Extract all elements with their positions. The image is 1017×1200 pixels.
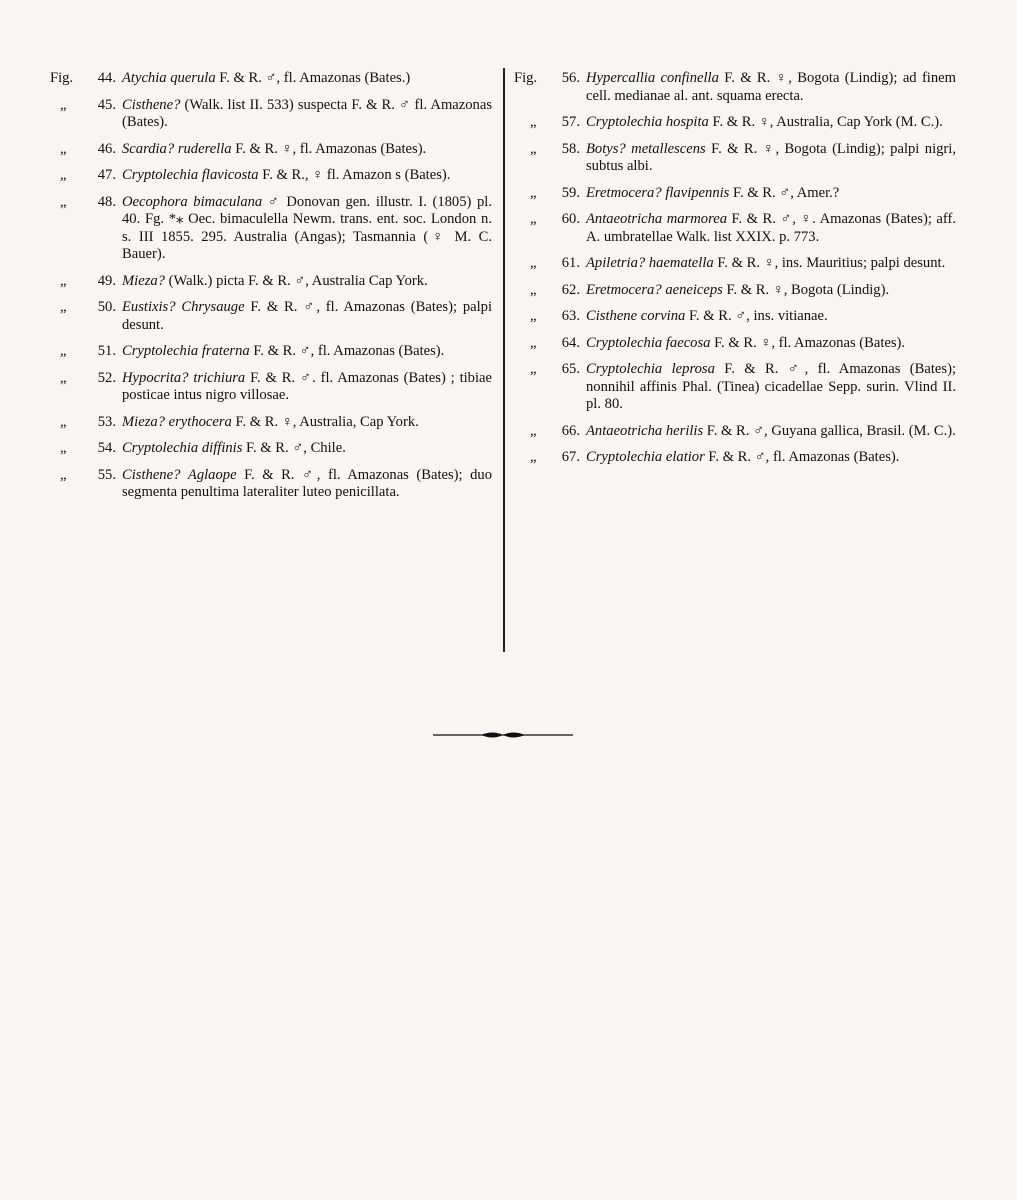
genus-name: Eretmocera?: [586, 184, 662, 201]
figure-prefix: „: [60, 96, 67, 113]
species-name: herilis: [665, 422, 704, 439]
genus-name: Cryptolechia: [586, 334, 663, 351]
species-name: Aglaope: [187, 466, 237, 483]
figure-index: 54.: [97, 440, 116, 456]
entry-details: F. & R. ♀, Australia, Cap York (M. C.).: [708, 114, 943, 130]
figure-prefix: „: [60, 466, 67, 483]
genus-name: Mieza?: [122, 272, 165, 289]
figure-index: 49.: [97, 272, 116, 289]
figure-index: 47.: [97, 167, 116, 183]
entry-text: [586, 211, 956, 246]
figure-index: 63.: [561, 308, 580, 324]
figure-number: [50, 141, 122, 159]
genus-name: Botys?: [586, 140, 626, 157]
species-name: marmorea: [666, 211, 727, 227]
figure-number: [514, 423, 586, 441]
column-divider: [503, 68, 505, 652]
entry-details: F. & R. ♂, fl. Amazonas (Bates).: [249, 343, 445, 359]
entry-details: F. & R. ♂, ins. vitianae.: [685, 308, 828, 324]
entry-text: [122, 343, 492, 361]
figure-number: [514, 335, 586, 353]
figure-entry: [514, 70, 956, 105]
figure-index: 46.: [97, 140, 116, 157]
figure-entry: [514, 361, 956, 414]
entry-text: [586, 335, 956, 353]
figure-prefix: „: [60, 343, 67, 359]
entry-details: F. & R. ♂, fl. Amazonas (Bates.): [215, 70, 411, 86]
figure-prefix: „: [60, 440, 67, 456]
genus-name: Scardia?: [122, 140, 175, 157]
figure-index: 55.: [97, 466, 116, 483]
entry-details: F. & R. ♂, fl. Amazonas (Bates); duo segmenta penultima lateraliter luteo penicillata.: [122, 466, 492, 500]
genus-name: Cisthene: [586, 308, 638, 324]
figure-number: [514, 141, 586, 176]
figure-prefix: „: [60, 272, 67, 289]
figure-entry: [50, 370, 492, 405]
figure-prefix: „: [530, 184, 537, 201]
figure-entry: [514, 308, 956, 326]
entry-details: (Walk.) picta F. & R. ♂, Australia Cap York.: [164, 272, 428, 289]
species-name: aeneiceps: [665, 281, 723, 298]
figure-prefix: Fig.: [50, 70, 74, 86]
figure-prefix: „: [530, 449, 537, 465]
figure-entry: [514, 449, 956, 467]
entry-text: [586, 185, 956, 203]
figure-prefix: „: [60, 299, 67, 315]
figure-index: 52.: [97, 369, 116, 386]
genus-name: Cisthene?: [122, 466, 181, 483]
species-name: querula: [170, 70, 216, 86]
figure-number: [514, 185, 586, 203]
figure-number: [50, 70, 122, 88]
figure-entry: [50, 273, 492, 291]
species-name: trichiura: [193, 369, 246, 386]
figure-number: [50, 97, 122, 132]
entry-details: F. & R. ♂, ♀. Amazonas (Bates); aff. A. umbratellae Walk. list XXIX. p. 773.: [586, 211, 956, 245]
figure-prefix: „: [530, 281, 537, 298]
entry-details: F. & R. ♀, Australia, Cap York.: [231, 413, 419, 430]
species-name: haematella: [648, 255, 714, 271]
entry-text: [122, 141, 492, 159]
figure-number: [50, 467, 122, 502]
figure-entry: [514, 185, 956, 203]
species-name: erythocera: [168, 413, 232, 430]
species-name: faecosa: [665, 334, 711, 351]
figure-entry: [514, 282, 956, 300]
entry-text: [122, 70, 492, 88]
figure-index: 61.: [561, 255, 580, 271]
genus-name: Cryptolechia: [122, 343, 199, 359]
genus-name: Mieza?: [122, 413, 165, 430]
genus-name: Eretmocera?: [586, 281, 662, 298]
figure-entry: [50, 70, 492, 88]
figure-index: 65.: [561, 361, 580, 377]
figure-number: [50, 299, 122, 334]
figure-entry: [514, 335, 956, 353]
entry-text: [122, 167, 492, 185]
left-column: [50, 70, 492, 511]
figure-index: 53.: [97, 413, 116, 430]
entry-details: F. & R. ♀, Bogota (Lindig); palpi nigri, subtus albi.: [586, 140, 956, 174]
figure-number: [514, 114, 586, 132]
entry-details: F. & R. ♀, ins. Mauritius; palpi desunt.: [713, 255, 946, 271]
figure-index: 58.: [561, 140, 580, 157]
figure-index: 60.: [561, 211, 580, 227]
figure-prefix: „: [530, 308, 537, 324]
entry-text: [586, 141, 956, 176]
figure-index: 51.: [97, 343, 116, 359]
figure-number: [50, 414, 122, 432]
figure-prefix: „: [530, 422, 537, 439]
figure-prefix: „: [530, 114, 537, 130]
figure-index: 56.: [561, 70, 580, 86]
species-name: fraterna: [201, 343, 250, 359]
species-name: flavicosta: [201, 167, 259, 183]
figure-entry: [50, 194, 492, 264]
entry-details: F. & R. ♂, fl. Amazonas (Bates); palpi desunt.: [122, 299, 492, 333]
figure-entry: [50, 141, 492, 159]
genus-name: Cryptolechia: [586, 361, 663, 377]
figure-number: [514, 255, 586, 273]
figure-index: 62.: [561, 281, 580, 298]
entry-text: [122, 467, 492, 502]
figure-number: [514, 211, 586, 246]
entry-details: (Walk. list II. 533) suspecta F. & R. ♂ fl. Amazonas (Bates).: [122, 96, 492, 130]
genus-name: Cryptolechia: [122, 167, 199, 183]
figure-prefix: Fig.: [514, 70, 538, 86]
figure-entry: [50, 167, 492, 185]
species-name: corvina: [640, 308, 686, 324]
figure-index: 48.: [97, 193, 116, 210]
figure-prefix: „: [60, 167, 67, 183]
entry-details: F. & R. ♀, fl. Amazonas (Bates).: [710, 334, 906, 351]
genus-name: Oecophora: [122, 193, 188, 210]
figure-entry: [50, 440, 492, 458]
figure-number: [514, 282, 586, 300]
entry-text: [122, 440, 492, 458]
species-name: hospita: [665, 114, 709, 130]
entry-text: [122, 273, 492, 291]
genus-name: Cisthene?: [122, 96, 181, 113]
entry-text: [122, 370, 492, 405]
figure-entry: [50, 97, 492, 132]
figure-entry: [50, 414, 492, 432]
species-name: elatior: [665, 449, 705, 465]
entry-details: F. & R. ♂, fl. Amazonas (Bates).: [704, 449, 900, 465]
figure-prefix: „: [530, 334, 537, 351]
genus-name: Antaeotricha: [586, 211, 663, 227]
figure-number: [514, 361, 586, 414]
entry-details: F. & R. ♀, Bogota (Lindig); ad finem cell. medianae al. ant. squama erecta.: [586, 70, 956, 104]
figure-number: [50, 167, 122, 185]
entry-details: F. & R. ♂, Guyana gallica, Brasil. (M. C.).: [703, 422, 956, 439]
figure-index: 67.: [561, 449, 580, 465]
species-name: bimaculana: [193, 193, 263, 210]
species-name: diffinis: [201, 440, 243, 456]
figure-entry: [514, 255, 956, 273]
entry-text: [586, 282, 956, 300]
genus-name: Cryptolechia: [586, 114, 663, 130]
figure-number: [50, 370, 122, 405]
figure-index: 45.: [97, 96, 116, 113]
species-name: Chrysauge: [181, 299, 245, 315]
figure-number: [50, 273, 122, 291]
entry-text: [586, 423, 956, 441]
entry-details: F. & R., ♀ fl. Amazon s (Bates).: [258, 167, 451, 183]
entry-text: [586, 114, 956, 132]
entry-text: [586, 70, 956, 105]
genus-name: Hypocrita?: [122, 369, 189, 386]
figure-number: [514, 308, 586, 326]
genus-name: Atychia: [122, 70, 167, 86]
genus-name: Antaeotricha: [586, 422, 663, 439]
figure-index: 66.: [561, 422, 580, 439]
figure-entry: [50, 299, 492, 334]
figure-prefix: „: [60, 193, 67, 210]
figure-entry: [514, 423, 956, 441]
entry-details: F. & R. ♂, Amer.?: [729, 184, 840, 201]
species-name: confinella: [660, 70, 719, 86]
figure-number: [514, 449, 586, 467]
genus-name: Eustixis?: [122, 299, 176, 315]
genus-name: Cryptolechia: [122, 440, 199, 456]
entry-details: F. & R. ♀, Bogota (Lindig).: [722, 281, 890, 298]
entry-text: [586, 308, 956, 326]
figure-prefix: „: [530, 211, 537, 227]
genus-name: Apiletria?: [586, 255, 646, 271]
figure-entry: [514, 114, 956, 132]
entry-text: [122, 194, 492, 264]
figure-prefix: „: [60, 369, 67, 386]
figure-index: 59.: [561, 184, 580, 201]
figure-number: [50, 194, 122, 264]
entry-text: [122, 299, 492, 334]
figure-entry: [50, 467, 492, 502]
figure-prefix: „: [530, 140, 537, 157]
genus-name: Hypercallia: [586, 70, 656, 86]
figure-entry: [514, 211, 956, 246]
species-name: ruderella: [177, 140, 232, 157]
entry-details: F. & R. ♂. fl. Amazonas (Bates) ; tibiae posticae intus nigro villosae.: [122, 369, 492, 403]
figure-index: 44.: [97, 70, 116, 86]
genus-name: Cryptolechia: [586, 449, 663, 465]
figure-number: [514, 70, 586, 105]
species-name: leprosa: [671, 361, 715, 377]
figure-index: 64.: [561, 334, 580, 351]
figure-prefix: „: [530, 361, 537, 377]
right-column: [514, 70, 956, 476]
figure-prefix: „: [60, 140, 67, 157]
figure-prefix: „: [530, 255, 537, 271]
entry-text: [122, 414, 492, 432]
figure-entry: [50, 343, 492, 361]
ornament-divider: [433, 728, 573, 742]
entry-text: [122, 97, 492, 132]
figure-entry: [514, 141, 956, 176]
figure-number: [50, 440, 122, 458]
entry-text: [586, 449, 956, 467]
species-name: flavipennis: [665, 184, 730, 201]
entry-details: F. & R. ♂, fl. Amazonas (Bates); nonnihil affinis Phal. (Tinea) cicadellae Sepp. surin. Vlind II. pl. 80.: [586, 361, 956, 412]
entry-text: [586, 255, 956, 273]
figure-index: 50.: [97, 299, 116, 315]
entry-details: F. & R. ♀, fl. Amazonas (Bates).: [231, 140, 427, 157]
figure-index: 57.: [561, 114, 580, 130]
entry-details: ♂ Donovan gen. illustr. I. (1805) pl. 40. Fg. *⁎ Oec. bimaculella Newm. trans. ent. soc. London n. s. III 1855. 295. Australia (Angas); Tasmannia (♀ M. C. Bauer).: [122, 193, 492, 262]
species-name: metallescens: [631, 140, 706, 157]
figure-prefix: „: [60, 413, 67, 430]
entry-details: F. & R. ♂, Chile.: [242, 440, 346, 456]
entry-text: [586, 361, 956, 414]
figure-number: [50, 343, 122, 361]
